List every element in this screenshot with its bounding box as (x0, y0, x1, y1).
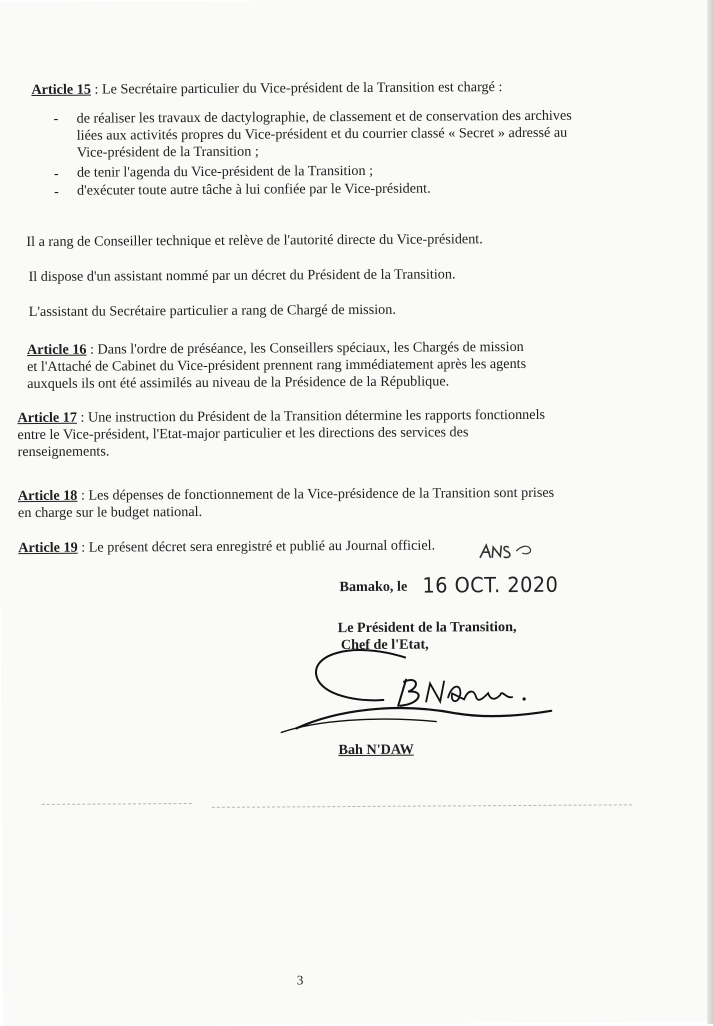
article-15-intro (31, 79, 502, 98)
place-label: Bamako, le (339, 578, 408, 596)
bullet-dash: - (53, 166, 59, 182)
page-edge-shadow (707, 0, 713, 1024)
article-15-assistant: Il dispose d'un assistant nommé par un décret du Président de la Transition. (28, 266, 456, 285)
article-17-label: Article 17 (17, 409, 77, 427)
bullet-dash: - (53, 111, 59, 127)
article-18-label: Article 18 (17, 487, 78, 505)
article-19-label: Article 19 (18, 539, 78, 557)
article-16-text: : Dans l'ordre de préséance, les Conseillers spéciaux, les Chargés de mission (86, 338, 524, 358)
article-15-assistant-rank: L'assistant du Secrétaire particulier a rang de Chargé de mission. (28, 301, 396, 320)
article-15-bullet-3: d'exécuter toute autre tâche à lui confiée par le Vice-président. (76, 180, 431, 199)
article-18-line-2: en charge sur le budget national. (17, 503, 203, 522)
article-17-line-1 (17, 407, 545, 426)
article-15-bullet-1-line-3: Vice-président de la Transition ; (76, 143, 259, 161)
article-15-rank: Il a rang de Conseiller technique et relève de l'autorité directe du Vice-président. (26, 231, 483, 251)
article-16-line-1 (27, 339, 524, 358)
handwritten-initials (478, 539, 550, 563)
article-15-bullet-1-line-2: liées aux activités propres du Vice-président et du courrier classé « Secret » adressé au (76, 124, 568, 144)
divider-line (212, 804, 632, 808)
signatory-title-line-1: Le Président de la Transition, (337, 619, 517, 637)
article-15-label: Article 15 (31, 81, 91, 98)
article-16-line-2: et l'Attaché de Cabinet du Vice-président prennent rang immédiatement après les agents (27, 355, 527, 376)
date-stamp: 16 OCT. 2020 (422, 572, 559, 598)
article-15-text: : Le Secrétaire particulier du Vice-président de la Transition est chargé : (90, 79, 503, 98)
article-15-bullet-2: de tenir l'agenda du Vice-président de la Transition ; (76, 162, 374, 181)
article-17-line-3: renseignements. (17, 443, 110, 461)
article-15-bullet-1-line-1: de réaliser les travaux de dactylographie, de classement et de conservation des archives (76, 107, 572, 127)
article-19-text: : Le présent décret sera enregistré et publié au Journal officiel. (77, 537, 436, 556)
signatory-title-line-2: Chef de l'Etat, (340, 636, 429, 654)
article-16-label: Article 16 (26, 341, 87, 359)
article-17-text: : Une instruction du Président de la Transition détermine les rapports fonctionnels (76, 406, 546, 426)
article-17-line-2: entre le Vice-président, l'Etat-major particulier et les directions des services des (17, 424, 469, 444)
article-19-line-1 (18, 538, 435, 557)
article-18-text: : Les dépenses de fonctionnement de la Vice-présidence de la Transition sont prises (77, 484, 555, 504)
article-18-line-1 (18, 485, 554, 504)
handwritten-signature (256, 636, 557, 741)
divider-line (42, 803, 192, 805)
signatory-name: Bah N'DAW (338, 741, 414, 759)
article-16-line-3: auxquels ils ont été assimilés au niveau de la Présidence de la République. (27, 373, 450, 393)
page-number: 3 (296, 972, 304, 988)
bullet-dash: - (53, 184, 59, 200)
